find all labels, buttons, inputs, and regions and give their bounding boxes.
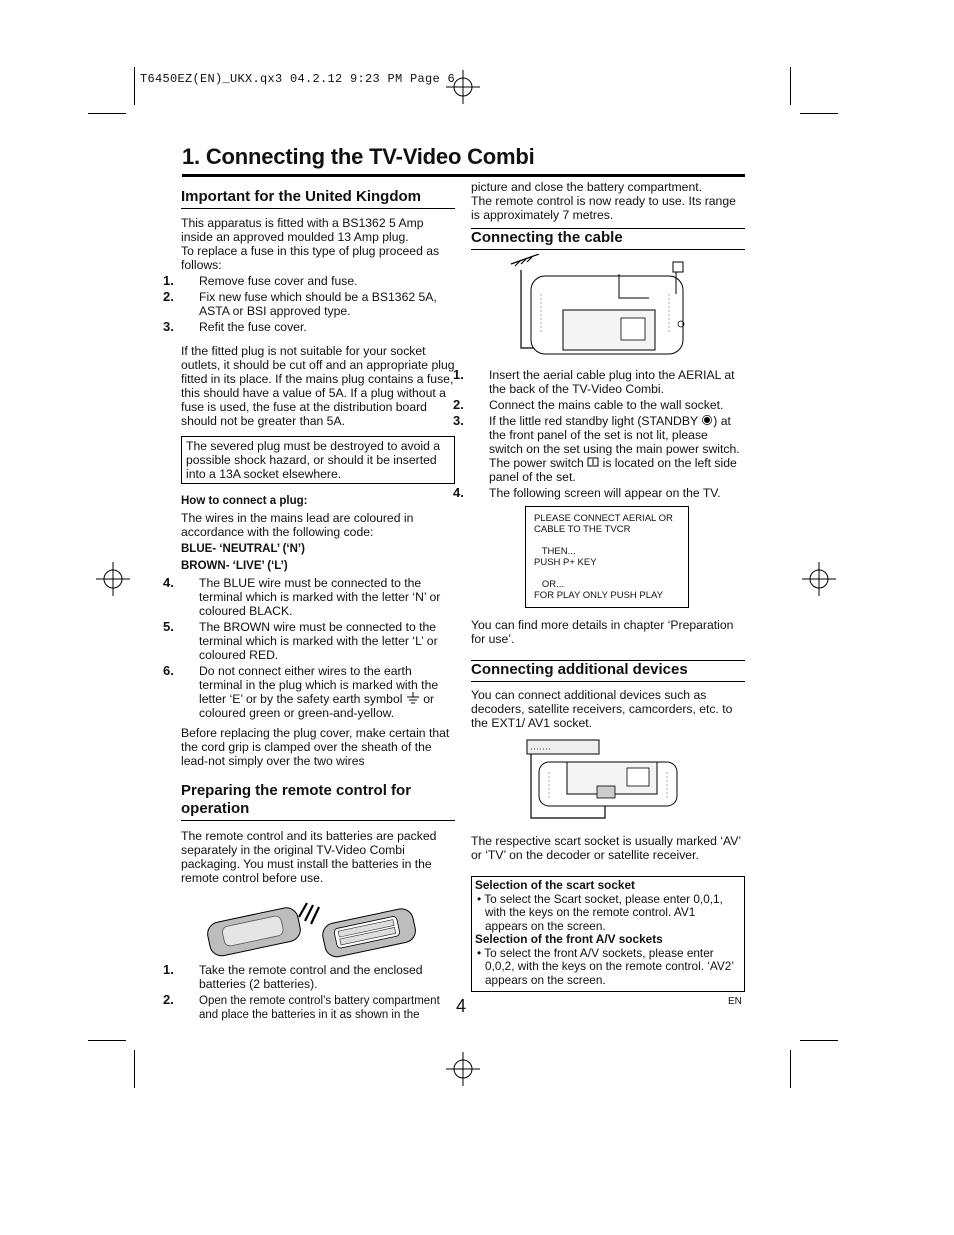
- remote-heading: Preparing the remote control for operation: [181, 782, 412, 817]
- registration-mark-icon: [96, 562, 130, 596]
- remote-step: 1. Take the remote control and the enclosed batteries (2 batteries).: [163, 962, 423, 991]
- brown-code: BROWN- ‘LIVE’ (‘L’): [181, 560, 288, 572]
- how-heading: How to connect a plug:: [181, 495, 308, 507]
- registration-mark-icon: [446, 70, 480, 104]
- wire-step: 4. The BLUE wire must be connected to the terminal which is marked with the letter ‘N’ or coloured BLACK.: [163, 575, 441, 618]
- uk-intro-line: To replace a fuse in this type of plug proceed as: [181, 244, 440, 258]
- tv-screen-message: [525, 506, 689, 608]
- aerial-connection-illustration-icon: [509, 254, 689, 362]
- additional-text: You can connect additional devices such as decoders, satellite receivers, camcorders, etc. to the EXT1/ AV1 socket.: [471, 688, 733, 730]
- uk-heading: Important for the United Kingdom: [181, 188, 421, 205]
- section-rule: [471, 681, 745, 682]
- crop-mark: [790, 1050, 791, 1088]
- language-code: EN: [728, 996, 742, 1007]
- screen-line: THEN...: [534, 546, 576, 557]
- blue-code: BLUE- ‘NEUTRAL’ (‘N’): [181, 543, 305, 555]
- cable-step: 1. Insert the aerial cable plug into the AERIAL at the back of the TV-Video Combi.: [453, 367, 735, 396]
- remote-continued: picture and close the battery compartment.: [471, 180, 703, 194]
- uk-intro-line: follows:: [181, 258, 222, 272]
- screen-line: CABLE TO THE TVCR: [534, 524, 631, 535]
- scart-note: The respective scart socket is usually marked ‘AV’ or ‘TV’ on the decoder or satellite receiver.: [471, 834, 741, 862]
- registration-mark-icon: [446, 1052, 480, 1086]
- power-switch-icon: [587, 457, 599, 467]
- wire-step: 6. Do not connect either wires to the earth terminal in the plug which is marked with the letter ‘E’ or by the safety earth symbol or coloured green or green-and-yellow.: [163, 663, 439, 720]
- print-slug: T6450EZ(EN)_UKX.qx3 04.2.12 9:23 PM Page 6: [140, 72, 456, 86]
- page-number: 4: [456, 996, 467, 1016]
- selection-box: [471, 876, 745, 992]
- selection-scart-heading: Selection of the scart socket: [475, 878, 635, 892]
- before-paragraph: Before replacing the plug cover, make certain that the cord grip is clamped over the sheath of the lead-not simply over the two wires: [181, 726, 450, 768]
- screen-line: PLEASE CONNECT AERIAL OR: [534, 513, 673, 524]
- selection-scart-text: • To select the Scart socket, please enter 0,0,1, with the keys on the remote control. AV1 appears on the screen.: [477, 891, 723, 933]
- uk-plug-paragraph: If the fitted plug is not suitable for your socket outlets, it should be cut off and an appropriate plug fitted in its place. If the mains plug contains a fuse, this should have a value of 5A. If a plug without a fuse is used, the fuse at the distribution board should not be greater than 5A.: [181, 344, 455, 428]
- standby-light-icon: [701, 415, 713, 425]
- registration-mark-icon: [802, 562, 836, 596]
- right-column: [453, 180, 745, 992]
- earth-symbol-icon: [406, 692, 420, 704]
- fuse-step: 3. Refit the fuse cover.: [163, 319, 307, 334]
- fuse-step: 2. Fix new fuse which should be a BS1362 5A, ASTA or BSI approved type.: [163, 289, 437, 318]
- page-title: 1. Connecting the TV-Video Combi: [182, 144, 535, 169]
- screen-line: FOR PLAY ONLY PUSH PLAY: [534, 590, 664, 601]
- section-rule: [181, 820, 455, 821]
- crop-mark: [134, 67, 135, 105]
- uk-intro-line: This apparatus is fitted with a BS1362 5 Amp: [181, 216, 424, 230]
- crop-mark: [134, 1050, 135, 1088]
- section-rule: [181, 208, 455, 209]
- remote-step: 2. Open the remote control’s battery compartment and place the batteries in it as shown in the: [163, 992, 440, 1021]
- title-rule: [182, 174, 745, 177]
- section-rule: [471, 249, 745, 250]
- crop-mark: [790, 67, 791, 105]
- selection-front-text: • To select the front A/V sockets, please enter 0,0,2, with the keys on the remote control. ‘AV2’ appears on the screen.: [477, 945, 734, 987]
- screen-line: PUSH P+ KEY: [534, 557, 597, 568]
- left-column: [163, 188, 455, 1024]
- fuse-step: 1. Remove fuse cover and fuse.: [163, 273, 358, 288]
- warning-box: [181, 436, 455, 484]
- additional-heading: Connecting additional devices: [471, 661, 688, 678]
- how-text: The wires in the mains lead are coloured in accordance with the following code:: [181, 511, 414, 539]
- cable-heading: Connecting the cable: [471, 229, 623, 246]
- remote-text: The remote control and its batteries are packed separately in the original TV-Video Combi packaging. You must install the batteries in the remote control before use.: [181, 829, 437, 885]
- warning-text: The severed plug must be destroyed to avoid a possible shock hazard, or should it be inserted into a 13A socket elsewhere.: [186, 439, 441, 481]
- cable-step: 3. If the little red standby light (STANDBY ) at the front panel of the set is not lit, please switch on the set using the main power switch. The power switch is located on the left side panel of the set.: [453, 413, 740, 484]
- wire-step: 5. The BROWN wire must be connected to the terminal which is marked with the letter ‘L’ or coloured RED.: [163, 619, 438, 662]
- crop-mark: [800, 1040, 838, 1041]
- crop-mark: [88, 1040, 126, 1041]
- cable-step: 2. Connect the mains cable to the wall socket.: [453, 397, 724, 412]
- selection-front-heading: Selection of the front A/V sockets: [475, 932, 663, 946]
- remote-battery-illustration-icon: [203, 897, 433, 959]
- remote-continued: The remote control is now ready to use. Its range is approximately 7 metres.: [471, 194, 736, 222]
- screen-line: OR...: [534, 579, 565, 590]
- crop-mark: [88, 113, 126, 114]
- scart-connection-illustration-icon: [521, 736, 681, 828]
- cable-step: 4. The following screen will appear on the TV.: [453, 485, 721, 500]
- more-details: You can find more details in chapter ‘Preparation for use’.: [471, 618, 734, 646]
- crop-mark: [800, 113, 838, 114]
- uk-intro-line: inside an approved moulded 13 Amp plug.: [181, 230, 409, 244]
